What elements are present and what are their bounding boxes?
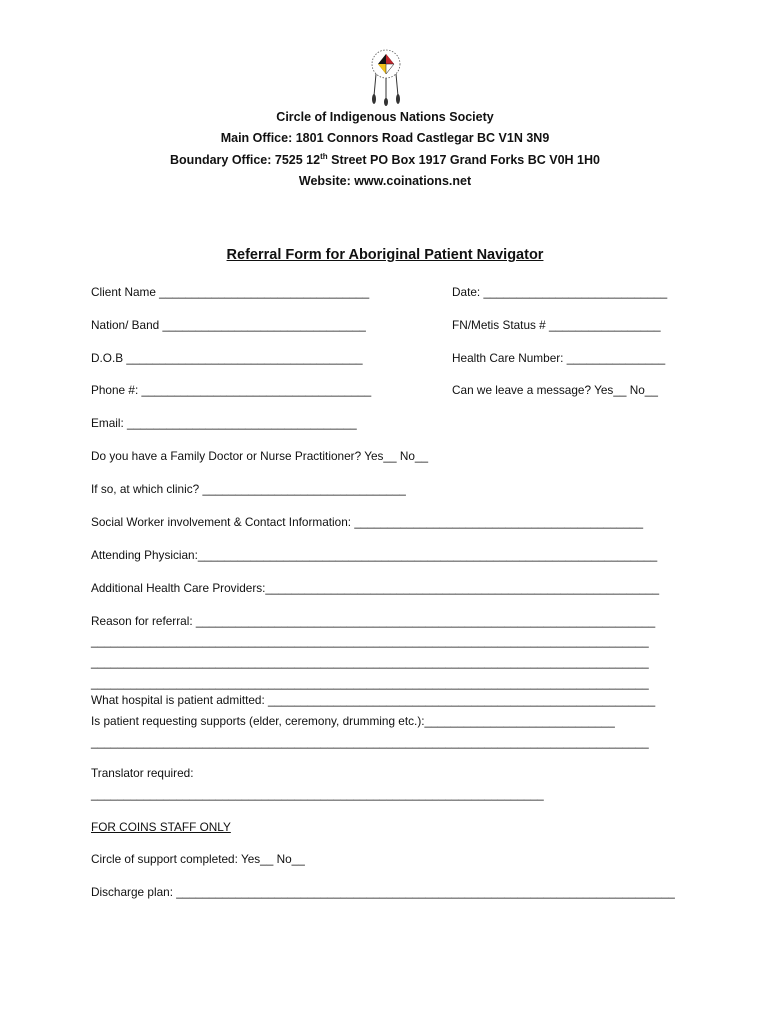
phone-field[interactable]: Phone #: ___________________________________ — [91, 383, 372, 397]
dob-field[interactable]: D.O.B ____________________________________ — [91, 351, 363, 365]
client-name-field[interactable]: Client Name ________________________________ — [91, 285, 370, 299]
attending-physician-field[interactable]: Attending Physician:______________________________________________________________________ — [91, 548, 658, 562]
leave-message-field[interactable]: Can we leave a message? Yes__ No__ — [452, 383, 658, 397]
main-office-address: Main Office: 1801 Connors Road Castlegar BC V1N 3N9 — [220, 131, 550, 145]
supports-field[interactable]: Is patient requesting supports (elder, ceremony, drumming etc.):_____________________________ — [91, 714, 615, 728]
discharge-plan-field[interactable]: Discharge plan: ____________________________________________________________________________ — [91, 885, 675, 899]
which-clinic-field[interactable]: If so, at which clinic? _______________________________ — [91, 482, 406, 496]
health-care-number-field[interactable]: Health Care Number: _______________ — [452, 351, 666, 365]
fn-metis-status-field[interactable]: FN/Metis Status # _________________ — [452, 318, 661, 332]
coins-logo-icon — [362, 44, 410, 106]
form-title: Referral Form for Aboriginal Patient Navigator — [226, 247, 544, 263]
reason-referral-field[interactable]: Reason for referral: ______________________________________________________________________ — [91, 614, 656, 628]
nation-band-field[interactable]: Nation/ Band _______________________________ — [91, 318, 366, 332]
date-field[interactable]: Date: ____________________________ — [452, 285, 668, 299]
hospital-admitted-field[interactable]: What hospital is patient admitted: ___________________________________________________________ — [91, 693, 656, 707]
reason-line[interactable]: _____________________________________________________________________________________ — [91, 634, 649, 648]
staff-only-heading: FOR COINS STAFF ONLY — [91, 820, 231, 834]
family-doctor-field[interactable]: Do you have a Family Doctor or Nurse Practitioner? Yes__ No__ — [91, 449, 429, 463]
social-worker-field[interactable]: Social Worker involvement & Contact Information: ____________________________________________ — [91, 515, 644, 529]
translator-label: Translator required: — [91, 766, 194, 780]
reason-line[interactable]: _____________________________________________________________________________________ — [91, 676, 649, 690]
website: Website: www.coinations.net — [298, 174, 472, 188]
circle-support-field[interactable]: Circle of support completed: Yes__ No__ — [91, 852, 305, 866]
boundary-office-address: Boundary Office: 7525 12th Street PO Box 1917 Grand Forks BC V0H 1H0 — [170, 152, 600, 168]
translator-field[interactable]: _____________________________________________________________________ — [91, 787, 544, 801]
reason-line[interactable]: _____________________________________________________________________________________ — [91, 655, 649, 669]
additional-providers-field[interactable]: Additional Health Care Providers:____________________________________________________________ — [91, 581, 660, 595]
org-name: Circle of Indigenous Nations Society — [276, 110, 494, 124]
email-field[interactable]: Email: ___________________________________ — [91, 416, 357, 430]
supports-line[interactable]: _____________________________________________________________________________________ — [91, 735, 649, 749]
